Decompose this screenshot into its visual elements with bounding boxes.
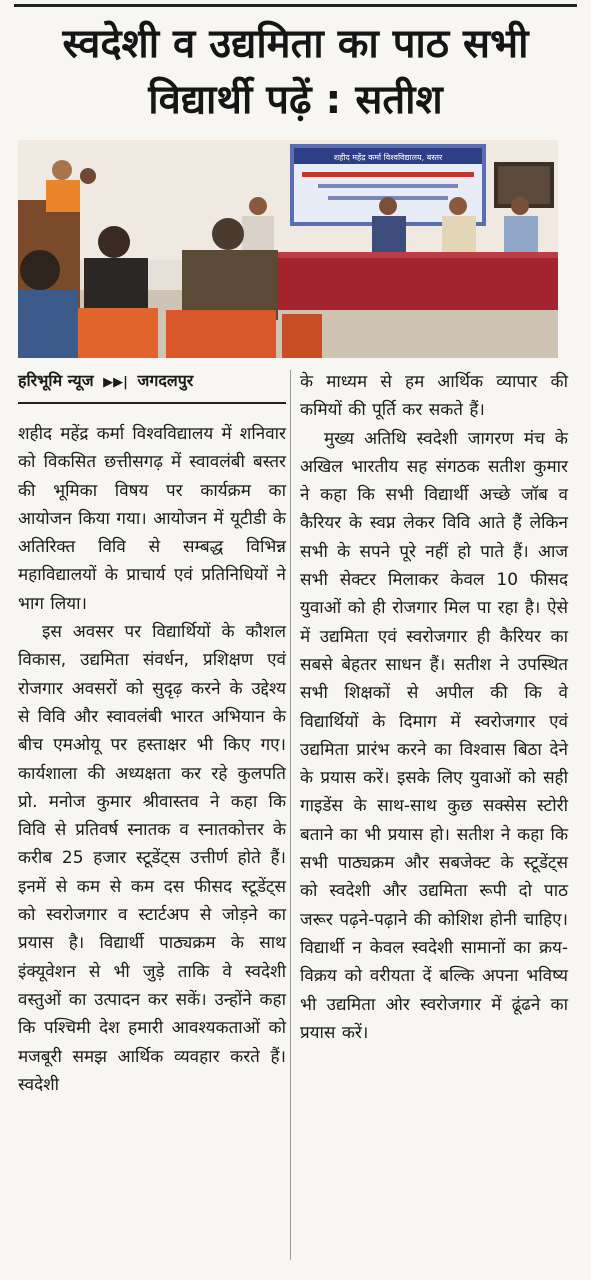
byline-place: जगदलपुर	[137, 371, 194, 390]
column-divider	[290, 370, 291, 1260]
article-column-right	[300, 368, 568, 1047]
byline-source: हरिभूमि न्यूज	[18, 371, 94, 390]
article-paragraph-3: के माध्यम से हम आर्थिक व्यापार की कमियों की पूर्ति कर सकते हैं।	[300, 372, 568, 421]
headline-line-2: विद्यार्थी पढ़ें : सतीश	[148, 77, 443, 123]
article-paragraph-1: शहीद महेंद्र कर्मा विश्वविद्यालय में शनिवार को विकसित छत्तीसगढ़ में स्वावलंबी बस्तर की भूमिका विषय पर कार्यक्रम का आयोजन किया गया। आयोजन में यूटीडी के अतिरिक्त विवि से सम्बद्ध विभिन्न महाविद्यालयों के प्राचार्य एवं प्रतिनिधियों ने भाग लिया।	[18, 424, 286, 614]
headline-line-1: स्वदेशी व उद्यमिता का पाठ सभी	[62, 21, 529, 67]
headline	[10, 16, 581, 128]
article-paragraph-4: मुख्य अतिथि स्वदेशी जागरण मंच के अखिल भारतीय सह संगठक सतीश कुमार ने कहा कि सभी विद्यार्थी अच्छे जॉब व कैरियर के स्वप्न लेकर विवि आते हैं लेकिन सभी के सपने पूरे नहीं हो पाते हैं। आज सभी सेक्टर मिलाकर केवल 10 फीसद युवाओं को ही रोजगार मिल पा रहा है। ऐसे में उद्यमिता एवं स्वरोजगार ही कैरियर का सबसे बेहतर साधन हैं। सतीश ने उपस्थित सभी शिक्षकों से अपील की कि वे विद्यार्थियों के दिमाग में स्वरोजगार एवं उद्यमिता प्रारंभ करने का विश्वास बिठा देने के प्रयास करें। इसके लिए युवाओं को सही गाइडेंस के साथ-साथ कुछ सक्सेस स्टोरी बताने का भी प्रयास हो। सतीश ने कहा कि सभी पाठ्यक्रम और सबजेक्ट के स्टूडेंट्स को स्वदेशी और उद्यमिता रूपी दो पाठ जरूर पढ़ने-पढ़ाने की कोशिश होनी चाहिए। विद्यार्थी न केवल स्वदेशी सामानों का क्रय-विक्रय को वरीयता दें बल्कि अपना भविष्य भी उद्यमिता ओर स्वरोजगार में ढूंढने का प्रयास करें।	[300, 428, 568, 1043]
article-paragraph-2: इस अवसर पर विद्यार्थियों के कौशल विकास, उद्यमिता संवर्धन, प्रशिक्षण एवं रोजगार अवसरों को सुदृढ़ करने के उद्देश्य से विवि और स्वावलंबी भारत अभियान के बीच एमओयू पर हस्ताक्षर भी किए गए।कार्यशाला की अध्यक्षता कर रहे कुलपति प्रो. मनोज कुमार श्रीवास्तव ने कहा कि विवि से प्रतिवर्ष स्नातक व स्नातकोत्तर के करीब 25 हजार स्टूडेंट्स उत्तीर्ण होते हैं। इनमें से कम से कम दस फीसद स्टूडेंट्स को स्वरोजगार व स्टार्टअप से जोड़ने का प्रयास है। विद्यार्थी पाठ्यक्रम के साथ इंक्यूवेशन से भी जुड़े ताकि वे स्वदेशी वस्तुओं का उत्पादन कर सकें। उन्होंने कहा कि पश्चिमी देश हमारी आवश्यकताओं को मजबूरी समझ आर्थिक व्यवहार करते हैं। स्वदेशी	[18, 622, 286, 1095]
article-column-left	[18, 368, 286, 1099]
event-photo-illustration	[18, 140, 558, 358]
byline-arrow-icon: ▶▶|	[103, 375, 128, 390]
banner-text: शहीद महेंद्र कर्मा विश्वविद्यालय, बस्तर	[333, 153, 443, 162]
byline	[18, 368, 286, 404]
event-photo	[18, 140, 558, 358]
top-rule	[14, 4, 577, 7]
